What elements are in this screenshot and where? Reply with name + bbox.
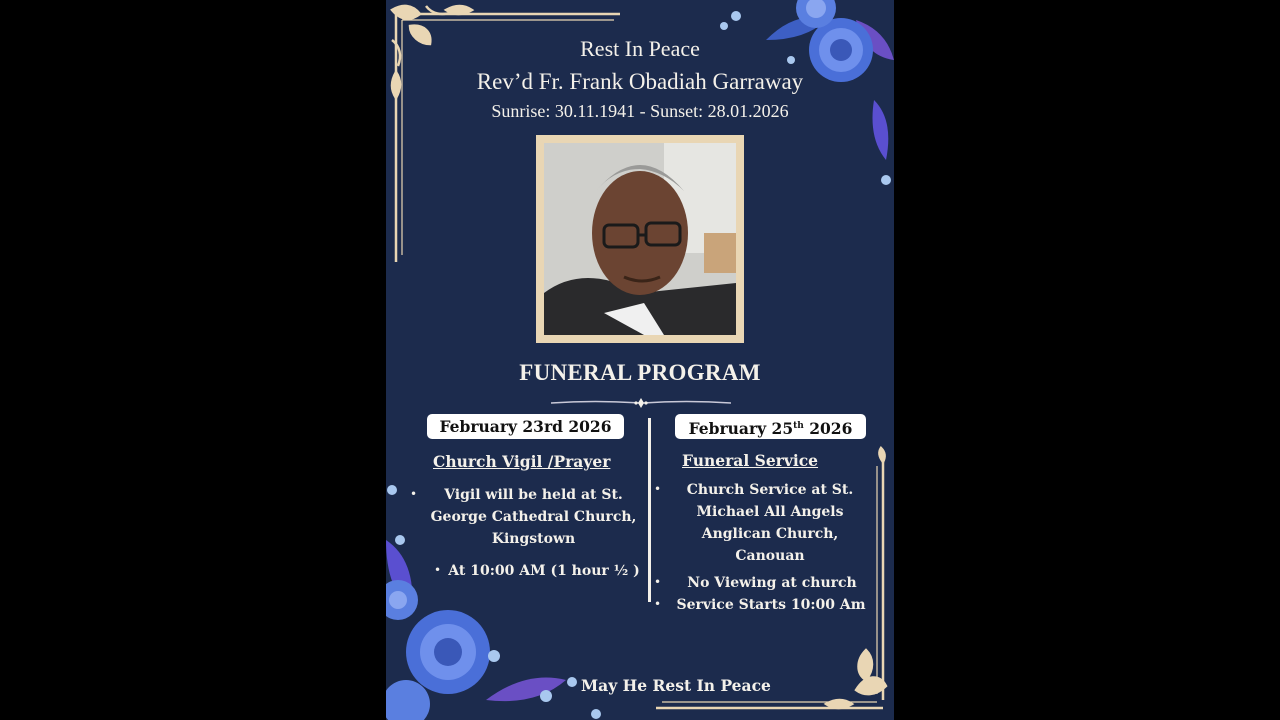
life-dates: Sunrise: 30.11.1941 - Sunset: 28.01.2026 bbox=[491, 101, 789, 121]
memorial-poster bbox=[386, 0, 894, 720]
date-badge-vigil: February 23rd 2026 bbox=[427, 414, 624, 439]
date-funeral-year: 2026 bbox=[803, 419, 853, 439]
ornament-divider bbox=[551, 396, 731, 410]
date-funeral-ordinal: th bbox=[793, 421, 804, 431]
service-start-time: Service Starts 10:00 Am bbox=[676, 597, 866, 613]
date-badge-funeral bbox=[675, 414, 866, 439]
deceased-name: Rev’d Fr. Frank Obadiah Garraway bbox=[476, 69, 804, 94]
portrait-frame bbox=[536, 135, 744, 343]
date-funeral-day: February 25 bbox=[688, 419, 794, 439]
column-divider bbox=[648, 418, 651, 602]
bullet-point: • bbox=[654, 575, 662, 589]
vigil-heading: Church Vigil /Prayer bbox=[433, 452, 611, 471]
funeral-service-heading: Funeral Service bbox=[682, 451, 819, 470]
vigil-location: Vigil will be held at St. George Cathedral Church, Kingstown bbox=[430, 487, 637, 547]
portrait-photo bbox=[544, 143, 736, 335]
vigil-time: At 10:00 AM (1 hour ½ ) bbox=[448, 563, 640, 579]
viewing-note: No Viewing at church bbox=[687, 575, 857, 591]
program-title: FUNERAL PROGRAM bbox=[519, 360, 761, 385]
closing-message: May He Rest In Peace bbox=[581, 676, 771, 695]
rest-in-peace-title: Rest In Peace bbox=[580, 36, 700, 61]
bullet-point: • bbox=[654, 597, 662, 611]
bullet-point: • bbox=[654, 482, 662, 496]
bullet-point: • bbox=[410, 487, 418, 501]
service-location: Church Service at St. Michael All Angels Anglican Church, Canouan bbox=[686, 482, 854, 564]
bullet-point: • bbox=[434, 563, 442, 577]
